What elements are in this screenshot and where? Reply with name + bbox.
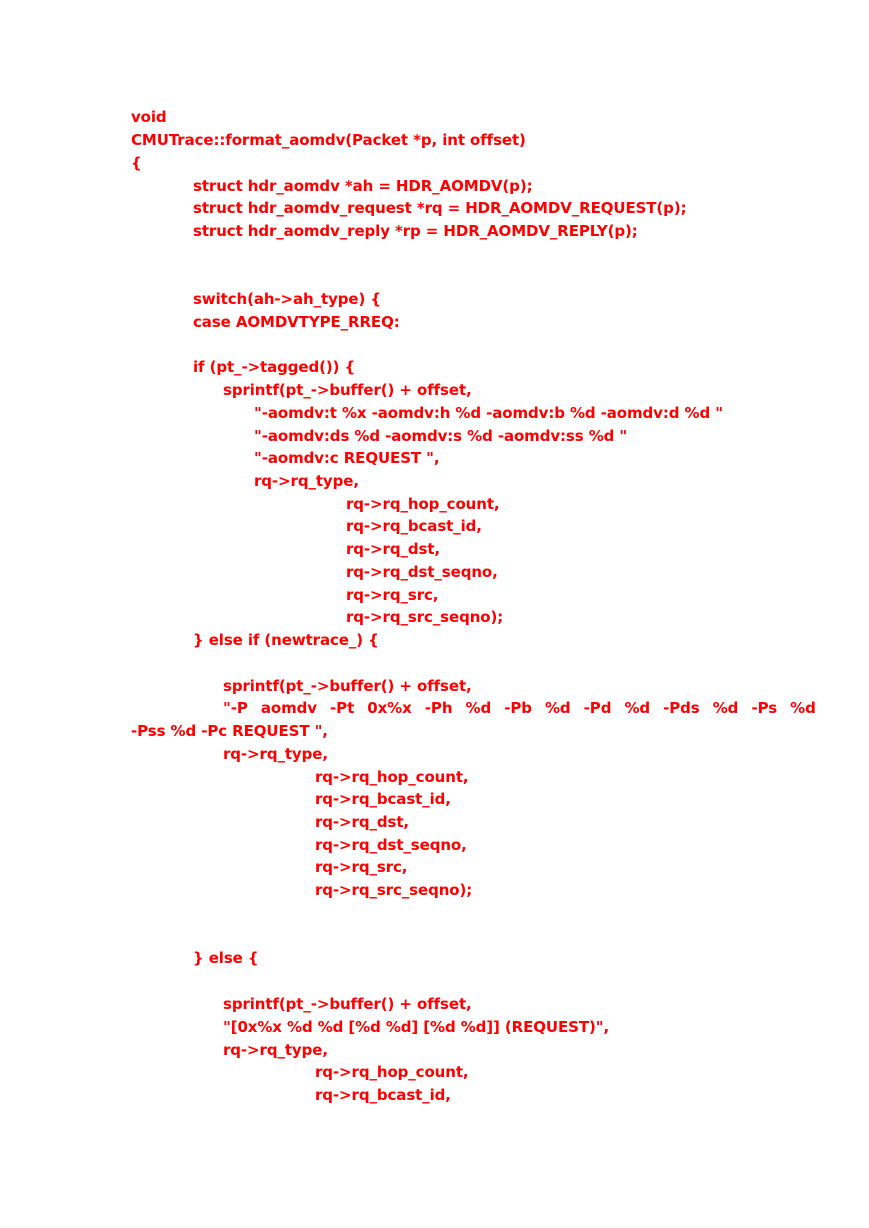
code-line: rq->rq_dst,	[346, 540, 440, 558]
code-line: rq->rq_src_seqno);	[346, 608, 504, 626]
code-line: if (pt_->tagged()) {	[193, 358, 356, 376]
code-line: } else {	[193, 949, 259, 967]
code-line: case AOMDVTYPE_RREQ:	[193, 313, 400, 331]
code-line: rq->rq_bcast_id,	[315, 790, 451, 808]
code-line: "-aomdv:t %x -aomdv:h %d -aomdv:b %d -aomdv:d %d "	[254, 404, 723, 422]
code-line: void	[131, 108, 167, 126]
code-line: rq->rq_dst_seqno,	[346, 563, 498, 581]
code-line: sprintf(pt_->buffer() + offset,	[223, 381, 472, 399]
code-line: struct hdr_aomdv_request *rq = HDR_AOMDV_REQUEST(p);	[193, 199, 687, 217]
code-line: rq->rq_src,	[346, 586, 439, 604]
code-line: "[0x%x %d %d [%d %d] [%d %d]] (REQUEST)",	[223, 1018, 610, 1036]
code-line: rq->rq_dst_seqno,	[315, 836, 467, 854]
code-line: sprintf(pt_->buffer() + offset,	[223, 995, 472, 1013]
code-line: struct hdr_aomdv_reply *rp = HDR_AOMDV_REPLY(p);	[193, 222, 638, 240]
code-line: CMUTrace::format_aomdv(Packet *p, int offset)	[131, 131, 526, 149]
code-line: "-P aomdv -Pt 0x%x -Ph %d -Pb %d -Pd %d -Pds %d -Ps %d	[223, 699, 816, 717]
code-line: rq->rq_type,	[254, 472, 359, 490]
code-line: rq->rq_type,	[223, 1041, 328, 1059]
code-line: "-aomdv:ds %d -aomdv:s %d -aomdv:ss %d "	[254, 427, 628, 445]
code-line: rq->rq_bcast_id,	[315, 1086, 451, 1104]
code-line: rq->rq_src,	[315, 858, 408, 876]
code-line: struct hdr_aomdv *ah = HDR_AOMDV(p);	[193, 177, 533, 195]
code-line: -Pss %d -Pc REQUEST ",	[131, 722, 328, 740]
code-line: switch(ah->ah_type) {	[193, 290, 381, 308]
code-line: rq->rq_hop_count,	[346, 495, 500, 513]
code-line: sprintf(pt_->buffer() + offset,	[223, 677, 472, 695]
code-line: rq->rq_hop_count,	[315, 768, 469, 786]
code-line: rq->rq_bcast_id,	[346, 517, 482, 535]
code-line: rq->rq_dst,	[315, 813, 409, 831]
code-line: rq->rq_src_seqno);	[315, 881, 473, 899]
code-line: rq->rq_type,	[223, 745, 328, 763]
code-line: rq->rq_hop_count,	[315, 1063, 469, 1081]
code-line: "-aomdv:c REQUEST ",	[254, 449, 440, 467]
code-line: } else if (newtrace_) {	[193, 631, 379, 649]
code-line: {	[131, 154, 142, 172]
